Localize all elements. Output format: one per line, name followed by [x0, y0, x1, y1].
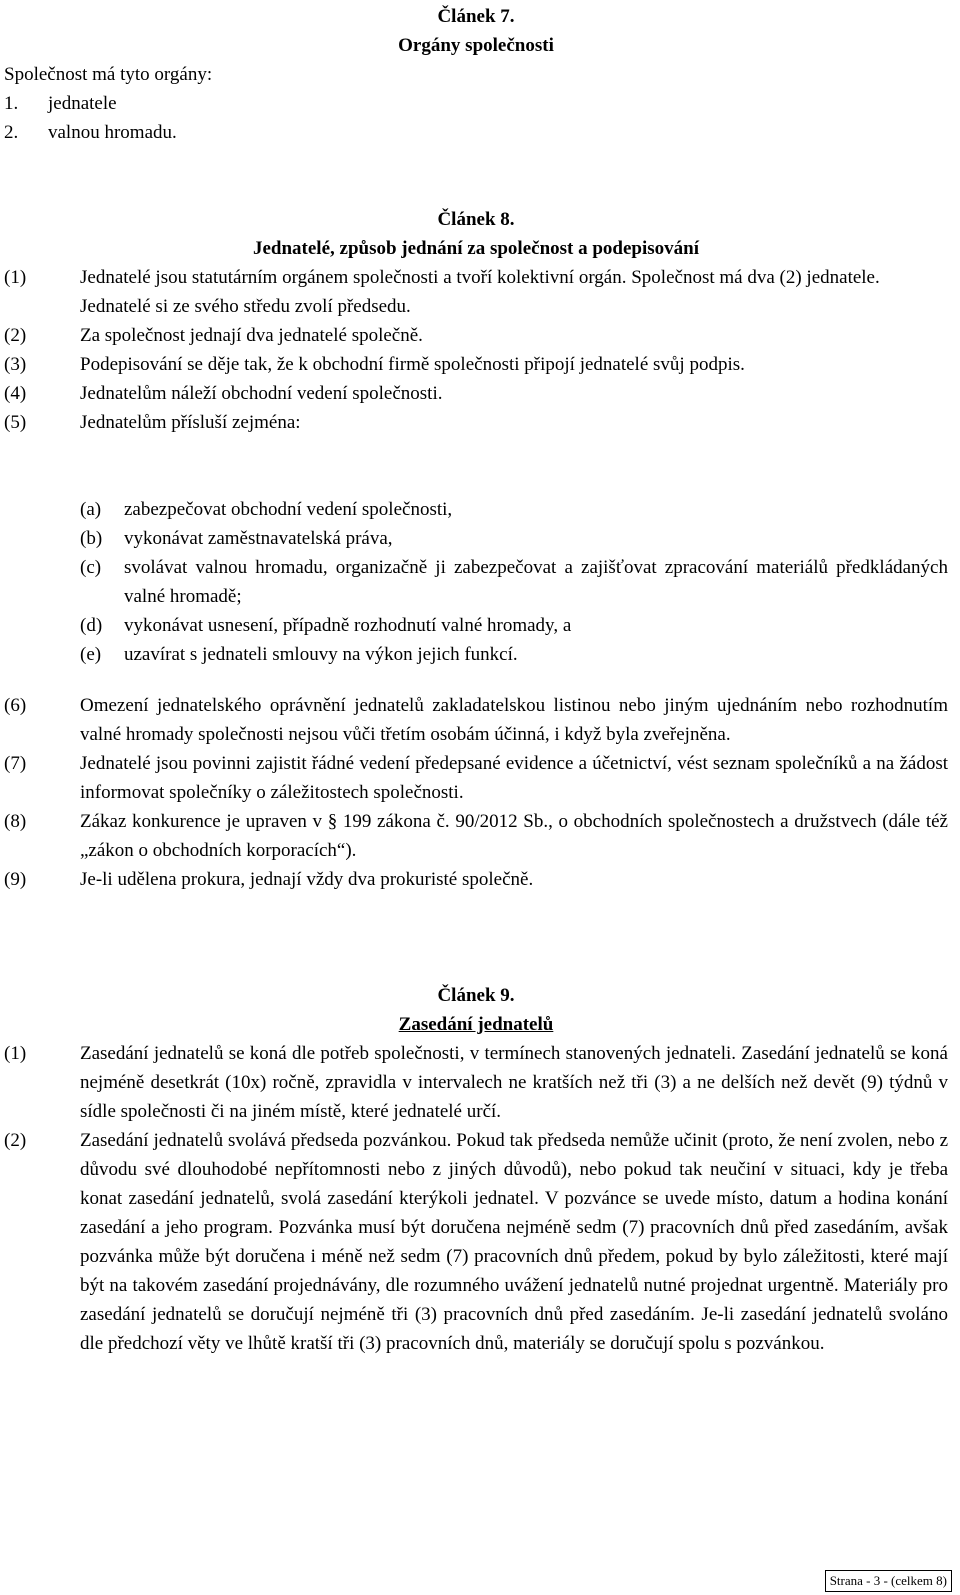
- paragraph-number: (5): [4, 412, 27, 433]
- paragraph-number: (7): [4, 753, 27, 774]
- paragraph-text: Zasedání jednatelů svolává předseda pozvánkou. Pokud tak předseda nemůže učinit (proto, že není zvolen, nebo z důvodu své dlouhodobé nepřítomnosti nebo z jiných důvodů), nebo pokud tak neučiní v situaci, kdy je třeba konat zasedání jednatelů, svolá zasedání kterýkoli jednatel. V pozvánce se uvede místo, datum a hodina konání zasedání a jeho program. Pozvánka musí být doručena nejméně sedm (7) pracovních dnů před zasedáním, avšak pozvánka může být doručena i méně než sedm (7) pracovních dnů předem, pokud by bylo záležitosti, které mají být na takovém zasedání projednávány, dle rozumného uvážení jednatelů nutné projednat urgentně. Materiály pro zasedání jednatelů se doručují nejméně tři (3) pracovních dnů před zasedáním. Je-li zasedání jednatelů svoláno dle předchozí věty ve lhůtě kratší tři (3) pracovních dnů, materiály se doručují spolu s pozvánkou.: [80, 1130, 948, 1354]
- sub-item: [80, 553, 948, 611]
- paragraph-number: (3): [4, 354, 27, 375]
- article-7: [4, 2, 948, 147]
- paragraph-text: Jednatelé jsou povinni zajistit řádné vedení předepsané evidence a účetnictví, vést seznam společníků a na žádost informovat společníky o záležitostech společnosti.: [80, 753, 948, 803]
- paragraph-text: Jednatelům náleží obchodní vedení společnosti.: [80, 383, 443, 404]
- paragraph: [4, 263, 948, 321]
- paragraph-number: (1): [4, 267, 27, 288]
- article-7-intro: Společnost má tyto orgány:: [4, 64, 213, 85]
- paragraph-text: Podepisování se děje tak, že k obchodní firmě společnosti připojí jednatelé svůj podpis.: [80, 354, 745, 375]
- article-8: [4, 205, 948, 437]
- paragraph: [4, 691, 948, 749]
- paragraph: [4, 321, 948, 350]
- paragraph-number: (2): [4, 1130, 27, 1151]
- paragraph: [4, 865, 948, 894]
- sub-item: [80, 611, 948, 640]
- article-9-subtitle: Zasedání jednatelů: [398, 1014, 554, 1035]
- sub-item-text: vykonávat zaměstnavatelská práva,: [124, 528, 393, 549]
- sub-item-letter: (d): [80, 615, 103, 636]
- article-9-title: Článek 9.: [437, 985, 515, 1006]
- paragraph-text: Je-li udělena prokura, jednají vždy dva prokuristé společně.: [80, 869, 534, 890]
- sub-item-letter: (a): [80, 499, 102, 520]
- article-8-title: Článek 8.: [437, 209, 515, 230]
- list-item-number: 2.: [4, 122, 19, 143]
- paragraph: [4, 408, 948, 437]
- paragraph-number: (1): [4, 1043, 27, 1064]
- sub-item-letter: (c): [80, 557, 102, 578]
- list-item: [4, 89, 948, 118]
- paragraph-text: Jednatelům přísluší zejména:: [80, 412, 301, 433]
- article-8-subitems: [4, 495, 948, 669]
- sub-item-text: vykonávat usnesení, případně rozhodnutí valné hromady, a: [124, 615, 572, 636]
- paragraph-number: (8): [4, 811, 27, 832]
- sub-item: [80, 495, 948, 524]
- paragraph: [4, 1126, 948, 1358]
- sub-item-text: svolávat valnou hromadu, organizačně ji zabezpečovat a zajišťovat zpracování materiálů předkládaných valné hromadě;: [124, 557, 948, 607]
- sub-item: [80, 524, 948, 553]
- paragraph: [4, 807, 948, 865]
- paragraph-text: Zákaz konkurence je upraven v § 199 zákona č. 90/2012 Sb., o obchodních společnostech a družstvech (dále též „zákon o obchodních korporacích“).: [80, 811, 948, 861]
- paragraph: [4, 350, 948, 379]
- paragraph-text: Jednatelé jsou statutárním orgánem společnosti a tvoří kolektivní orgán. Společnost má dva (2) jednatele. Jednatelé si ze svého středu zvolí předsedu.: [80, 267, 880, 317]
- list-item-number: 1.: [4, 93, 19, 114]
- paragraph-number: (9): [4, 869, 27, 890]
- page-footer: Strana - 3 - (celkem 8): [825, 1570, 952, 1592]
- list-item: [4, 118, 948, 147]
- article-7-title: Článek 7.: [437, 6, 515, 27]
- list-item-text: valnou hromadu.: [48, 122, 177, 143]
- article-7-subtitle: Orgány společnosti: [398, 35, 554, 56]
- paragraph-text: Zasedání jednatelů se koná dle potřeb společnosti, v termínech stanovených jednateli. Zasedání jednatelů se koná nejméně desetkrát (10x) ročně, zpravidla v intervalech ne kratších než tři (3) a ne delších než devět (9) týdnů v sídle společnosti či na jiném místě, které jednatelé určí.: [80, 1043, 948, 1122]
- sub-item: [80, 640, 948, 669]
- paragraph-number: (2): [4, 325, 27, 346]
- sub-item-letter: (e): [80, 644, 102, 665]
- paragraph: [4, 749, 948, 807]
- paragraph-number: (4): [4, 383, 27, 404]
- article-8-subtitle: Jednatelé, způsob jednání za společnost a podepisování: [252, 238, 700, 259]
- sub-item-letter: (b): [80, 528, 103, 549]
- sub-item-text: zabezpečovat obchodní vedení společnosti,: [124, 499, 453, 520]
- article-8-paragraphs-continued: [4, 691, 948, 894]
- paragraph-text: Za společnost jednají dva jednatelé společně.: [80, 325, 423, 346]
- paragraph-number: (6): [4, 695, 27, 716]
- paragraph: [4, 379, 948, 408]
- article-9: [4, 981, 948, 1358]
- paragraph-text: Omezení jednatelského oprávnění jednatelů zakladatelskou listinou nebo jiným ujednáním nebo rozhodnutím valné hromady společnosti nejsou vůči třetím osobám účinná, i když byla zveřejněna.: [80, 695, 948, 745]
- list-item-text: jednatele: [48, 93, 117, 114]
- sub-item-text: uzavírat s jednateli smlouvy na výkon jejich funkcí.: [124, 644, 518, 665]
- paragraph: [4, 1039, 948, 1126]
